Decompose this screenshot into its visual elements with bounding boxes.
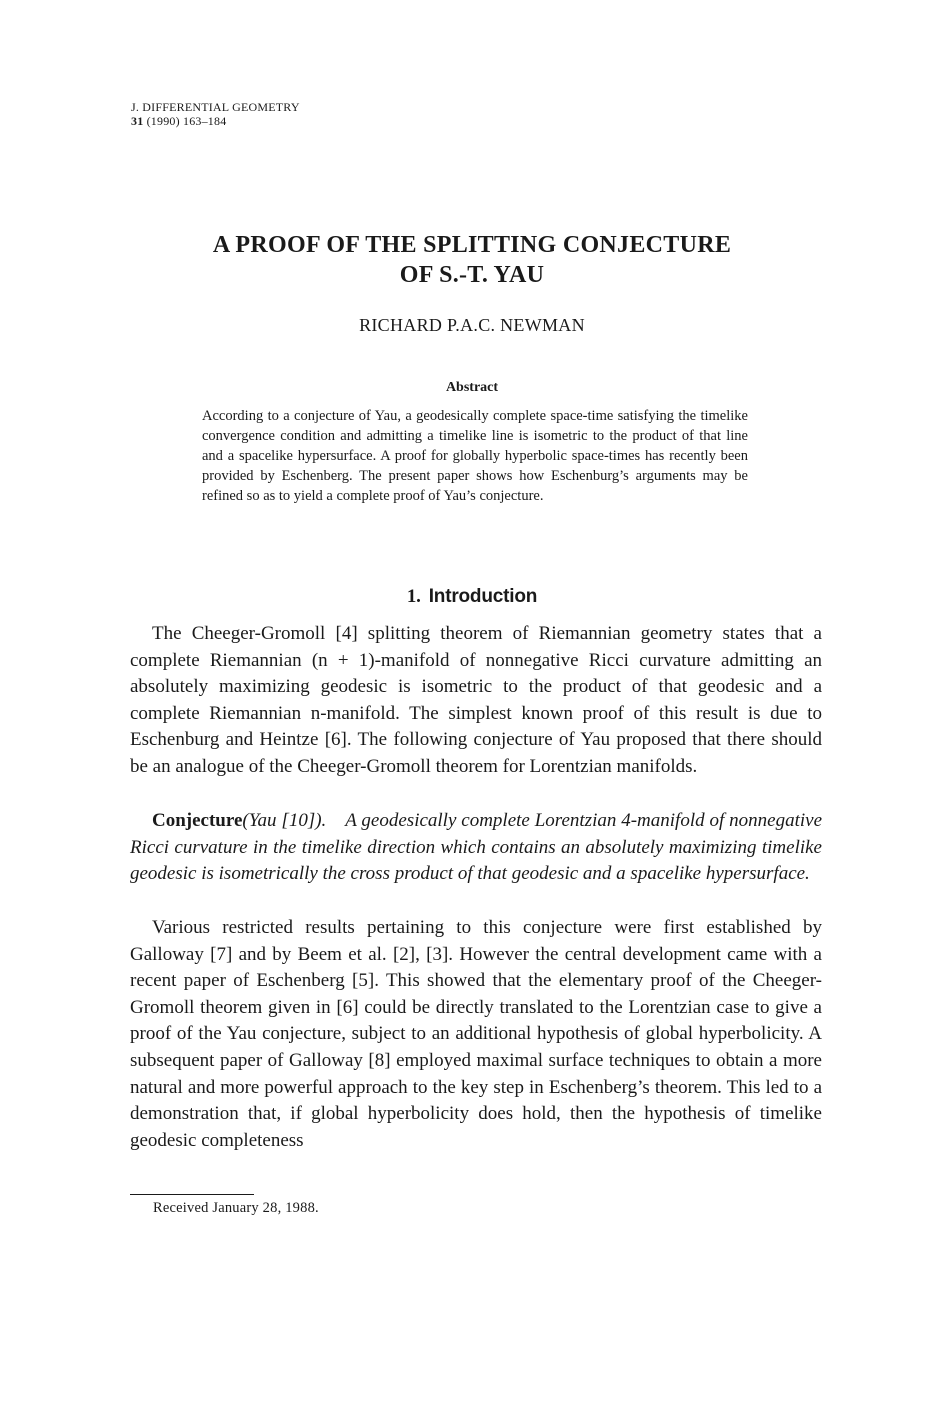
section-title: Introduction [428, 586, 538, 607]
section-number: 1. [406, 586, 421, 607]
received-date-footnote: Received January 28, 1988. [153, 1200, 319, 1216]
author-name: RICHARD P.A.C. NEWMAN [359, 315, 585, 335]
journal-name: J. DIFFERENTIAL GEOMETRY [131, 100, 300, 114]
abstract-heading: Abstract [445, 380, 499, 395]
paragraph-background [130, 915, 822, 1154]
journal-volume: 31 [131, 114, 144, 128]
conjecture-paragraph [130, 808, 822, 888]
conjecture-label: Conjecture [152, 810, 243, 831]
conjecture-attribution: (Yau [10]). [242, 810, 327, 831]
journal-year-pages: (1990) 163–184 [146, 114, 227, 128]
paragraph-intro-text: The Cheeger-Gromoll [4] splitting theorem of Riemannian geometry states that a complete Riemannian (n + 1)-manifold of nonnegative Ricci curvature admitting an absolutely maximizing geodesic is isometric to the product of that geodesic and a complete Riemannian n-manifold. The simplest known proof of this result is due to Eschenburg and Heintze [6]. The following conjecture of Yau proposed that there should be an analogue of the Cheeger-Gromoll theorem for Lorentzian manifolds. [130, 623, 822, 777]
journal-volume-line [131, 114, 300, 128]
section-heading [0, 586, 944, 608]
paragraph-background-text: Various restricted results pertaining to this conjecture were first established by Galloway [7] and by Beem et al. [2], [3]. However the central development came with a recent paper of Eschenberg [5]. This showed that the elementary proof of the Cheeger-Gromoll theorem given in [6] could be directly translated to the Lorentzian case to give a proof of the Yau conjecture, subject to an additional hypothesis of global hyperbolicity. A subsequent paper of Galloway [8] employed maximal surface techniques to obtain a more natural and more powerful approach to the key step in Eschenberg’s theorem. This led to a demonstration that, if global hyperbolicity does hold, then the hypothesis of timelike geodesic completeness [130, 917, 822, 1151]
paragraph-intro [130, 621, 822, 781]
abstract-text: According to a conjecture of Yau, a geodesically complete space-time satisfying the timelike convergence condition and admitting a timelike line is isometric to the product of that line and a spacelike hypersurface. A proof for globally hyperbolic space-times has recently been provided by Eschenberg. The present paper shows how Eschenburg’s arguments may be refined so as to yield a complete proof of Yau’s conjecture. [202, 408, 748, 504]
journal-header [131, 100, 300, 128]
article-title [0, 230, 944, 290]
footnote-divider [130, 1194, 254, 1195]
title-line-2: OF S.-T. YAU [399, 262, 545, 288]
conjecture-text: A geodesically complete Lorentzian 4-manifold of nonnegative Ricci curvature in the timelike direction which contains an absolutely maximizing timelike geodesic is isometrically the cross product of that geodesic and a spacelike hypersurface. [130, 810, 822, 885]
title-line-1: A PROOF OF THE SPLITTING CONJECTURE [212, 232, 732, 258]
